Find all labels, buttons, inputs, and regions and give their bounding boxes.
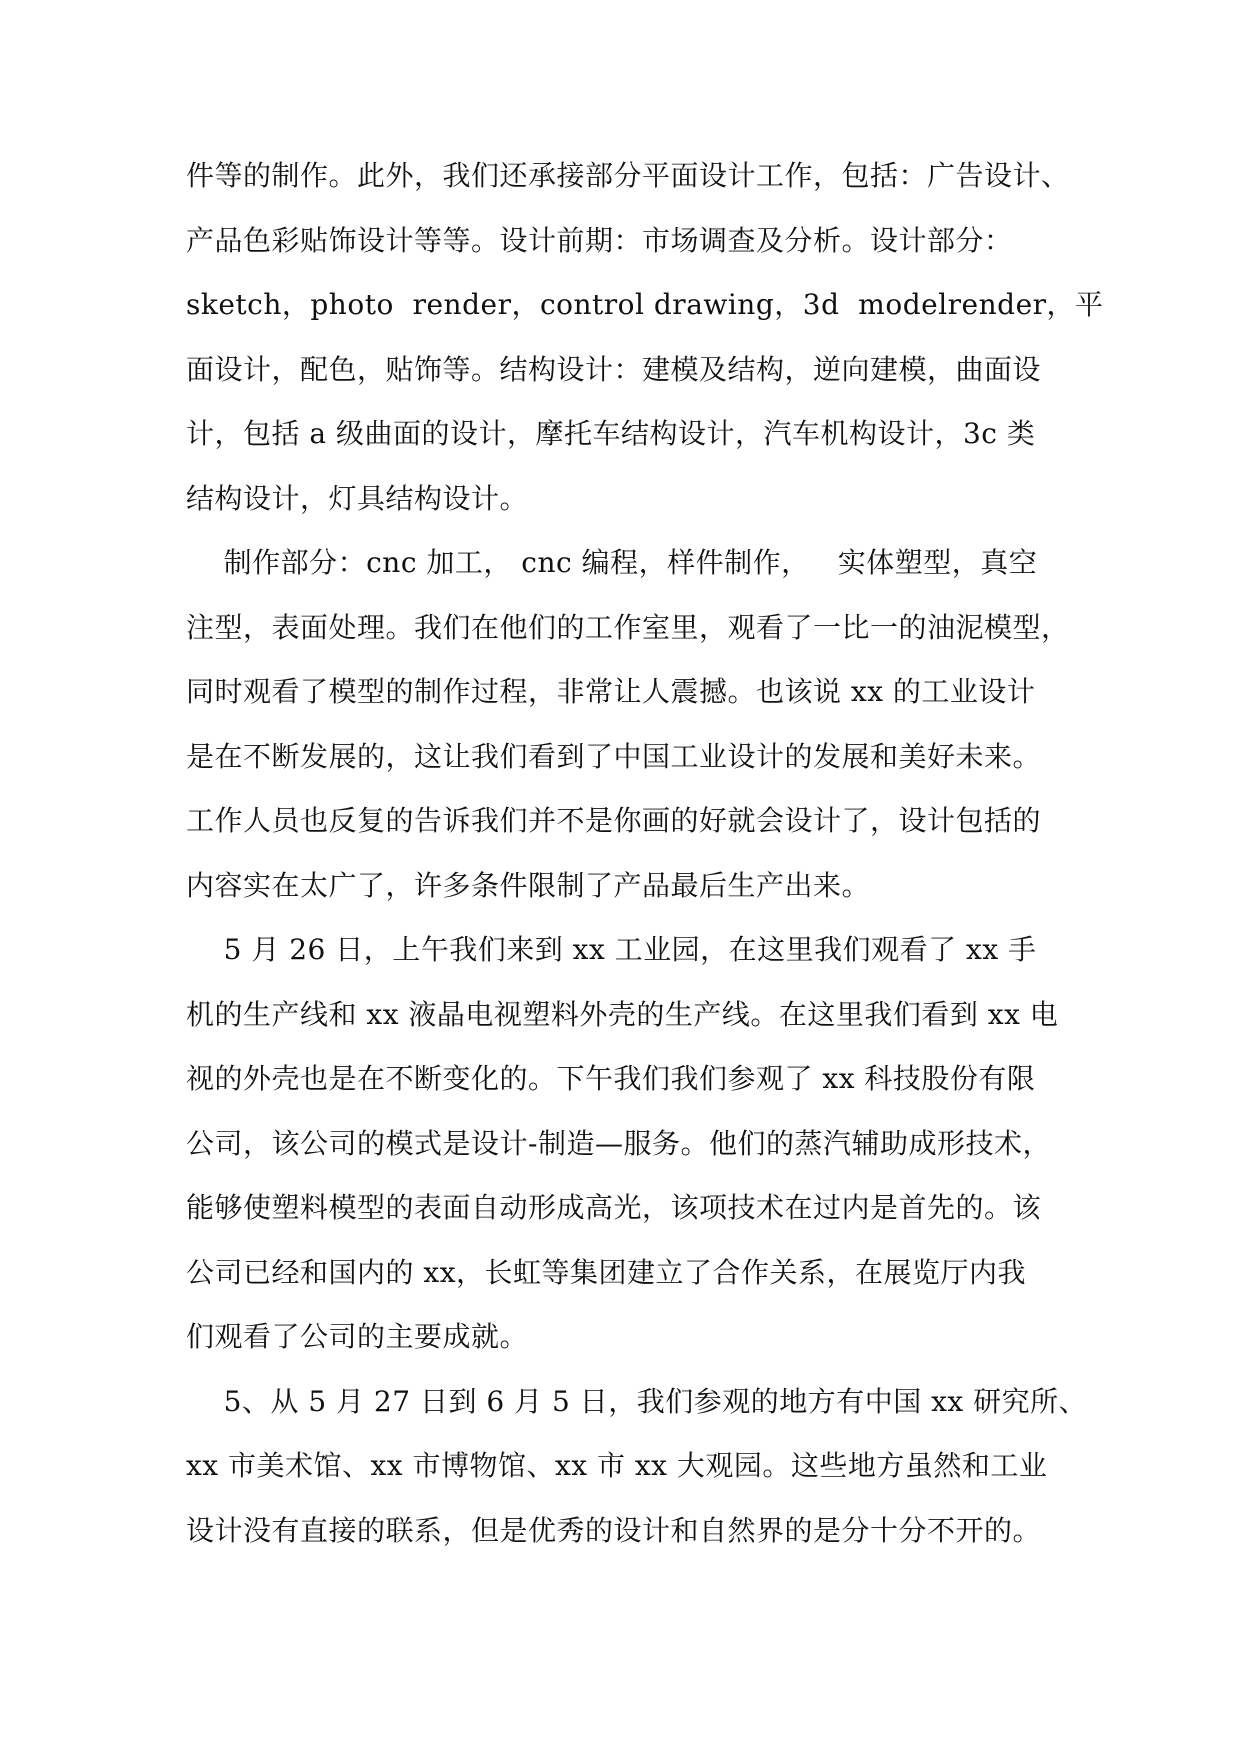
text-line: 注型，表面处理。我们在他们的工作室里，观看了一比一的油泥模型，	[186, 610, 1070, 644]
text-line: 是在不断发展的，这让我们看到了中国工业设计的发展和美好未来。	[186, 739, 1042, 773]
text-line: 视的外壳也是在不断变化的。下午我们我们参观了 xx 科技股份有限	[186, 1062, 1036, 1095]
text-line: 工作人员也反复的告诉我们并不是你画的好就会设计了，设计包括的	[186, 804, 1042, 837]
text-line: 内容实在太广了，许多条件限制了产品最后生产出来。	[186, 868, 871, 902]
text-line: sketch，photo render，control drawing，3d modelrender，平	[186, 288, 1104, 321]
text-line: 5、从 5 月 27 日到 6 月 5 日，我们参观的地方有中国 xx 研究所、	[186, 1384, 1088, 1418]
text-line: 产品色彩贴饰设计等等。设计前期：市场调查及分析。设计部分：	[186, 223, 1013, 257]
text-line: 结构设计，灯具结构设计。	[186, 481, 529, 515]
body-text	[186, 156, 1104, 1575]
text-line: 机的生产线和 xx 液晶电视塑料外壳的生产线。在这里我们看到 xx 电	[186, 997, 1059, 1031]
text-line: 件等的制作。此外，我们还承接部分平面设计工作，包括：广告设计、	[186, 159, 1070, 192]
text-line: 制作部分：cnc 加工， cnc 编程，样件制作， 实体塑型，真空	[186, 546, 1038, 579]
text-line: 面设计，配色，贴饰等。结构设计：建模及结构，逆向建模，曲面设	[186, 352, 1042, 386]
text-line: 设计没有直接的联系，但是优秀的设计和自然界的是分十分不开的。	[186, 1513, 1042, 1547]
text-line: 公司已经和国内的 xx，长虹等集团建立了合作关系，在展览厅内我	[186, 1255, 1026, 1289]
text-line: 公司，该公司的模式是设计-制造—服务。他们的蒸汽辅助成形技术，	[186, 1126, 1051, 1160]
text-line: 计，包括 a 级曲面的设计，摩托车结构设计，汽车机构设计，3c 类	[186, 417, 1036, 450]
text-line: 同时观看了模型的制作过程，非常让人震撼。也该说 xx 的工业设计	[186, 675, 1036, 708]
text-line: 5 月 26 日，上午我们来到 xx 工业园，在这里我们观看了 xx 手	[186, 933, 1037, 966]
text-line: 能够使塑料模型的表面自动形成高光，该项技术在过内是首先的。该	[186, 1191, 1042, 1224]
text-line: 们观看了公司的主要成就。	[186, 1320, 529, 1353]
text-line: xx 市美术馆、xx 市博物馆、xx 市 xx 大观园。这些地方虽然和工业	[186, 1449, 1048, 1482]
